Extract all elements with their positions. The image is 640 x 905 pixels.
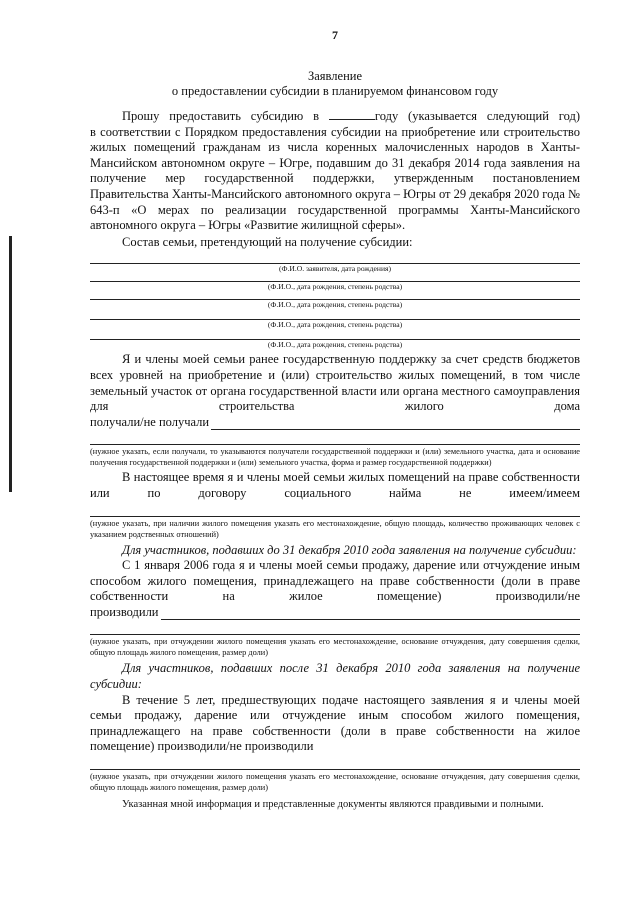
family-field-member[interactable] <box>90 274 580 282</box>
after-2010-fill-line[interactable] <box>90 693 580 755</box>
scan-artifact-bar <box>9 236 12 492</box>
document-title: Заявление <box>307 69 362 83</box>
support-extra-line[interactable] <box>90 430 580 445</box>
before-2010-blank-field[interactable] <box>161 608 581 620</box>
final-statement: Указанная мной информация и представленные документы являются правдивыми и полными. <box>122 799 544 811</box>
after-2010-heading: Для участников, подавших после 31 декабря 2010 года заявления на получение субсидии: <box>90 661 580 692</box>
family-heading: Состав семьи, претендующий на получение субсидии: <box>122 234 413 249</box>
family-field-member[interactable] <box>90 310 580 320</box>
family-caption-member: (Ф.И.О., дата рождения, степень родства) <box>267 282 403 292</box>
support-note: (нужное указать, если получали, то указываются получатели государственной поддержки и (или) земельного участка, дата и основание получения государственной поддержки и (или) земельного участка, форма и размер государственной поддержки) <box>90 447 580 468</box>
scan-speck <box>318 12 324 18</box>
support-fill-line[interactable] <box>90 415 580 431</box>
current-housing-note: (нужное указать, при наличии жилого помещения указать его местонахождение, общую площадь, количество проживающих человек с указанием родственных отношений) <box>90 518 580 539</box>
after-2010-extra-line[interactable] <box>90 755 580 770</box>
before-2010-extra-line[interactable] <box>90 620 580 635</box>
after-2010-paragraph: В течение 5 лет, предшествующих подаче настоящего заявления я и члены моей семьи продажу, дарение или отчуждение иным способом жилого помещения, принадлежащего на праве собственности (доли в праве собственности на жилое помещение) производили/не производили <box>90 692 580 754</box>
before-2010-note: (нужное указать, при отчуждении жилого помещения указать его местонахождение, основание отчуждения, дату совершения сделки, общую площадь жилого помещения, размер доли) <box>90 637 580 658</box>
page-number: 7 <box>332 28 338 42</box>
family-field-member[interactable] <box>90 292 580 300</box>
intro-paragraph: в соответствии с Порядком предоставления субсидии на приобретение или строительство жилых помещений гражданам из числа коренных малочисленных народов в Ханты-Мансийском автономном округе – Югре, подавшим до 31 декабря 2014 года заявления на получение мер государственной поддержки, утвержденным постановлением Правительства Ханты-Мансийского автономного округа – Югры от 29 декабря 2020 года № 643-п «О мерах по реализации государственной программы Ханты-Мансийского автономного округа – Югры «Развитие жилищной сферы». <box>90 124 580 233</box>
support-last-line: получали/не получали <box>90 414 210 429</box>
before-2010-heading: Для участников, подавших до 31 декабря 2010 года заявления на получение субсидии: <box>122 542 577 557</box>
intro-first-line <box>90 109 580 125</box>
family-caption-member: (Ф.И.О., дата рождения, степень родства) <box>267 340 403 350</box>
family-caption-applicant: (Ф.И.О. заявителя, дата рождения) <box>278 264 392 274</box>
year-blank-field[interactable] <box>329 119 375 120</box>
support-paragraph: Я и члены моей семьи ранее государственную поддержку за счет средств бюджетов всех уровней на приобретение и (или) строительство жилых помещений, в том числе земельный участок от органа государственной власти или органа местного самоуправления для строительства жилого дома <box>90 352 580 414</box>
document-subtitle: о предоставлении субсидии в планируемом финансовом году <box>171 84 499 98</box>
intro-text-before-blank: Прошу предоставить субсидию в <box>122 109 320 123</box>
current-housing-field[interactable] <box>90 502 580 517</box>
intro-text-after-blank: году (указывается следующий год) <box>374 109 581 123</box>
family-list <box>90 250 580 350</box>
before-2010-last-line: производили <box>90 604 159 619</box>
family-caption-member: (Ф.И.О., дата рождения, степень родства) <box>267 300 403 310</box>
family-field-member[interactable] <box>90 330 580 340</box>
before-2010-fill-line[interactable] <box>90 605 580 621</box>
document-page <box>90 28 580 813</box>
current-housing-paragraph: В настоящее время я и члены моей семьи жилых помещений на праве собственности или по договору социального найма не имеем/имеем <box>90 470 580 500</box>
family-caption-member: (Ф.И.О., дата рождения, степень родства) <box>267 320 403 330</box>
after-2010-note: (нужное указать, при отчуждении жилого помещения указать его местонахождение, основание отчуждения, дату совершения сделки, общую площадь жилого помещения, размер доли) <box>90 772 580 793</box>
before-2010-paragraph: С 1 января 2006 года я и члены моей семьи продажу, дарение или отчуждение иным способом жилого помещения, принадлежащего на праве собственности (доли в праве собственности на жилое помещение) производили/не <box>90 558 580 604</box>
support-blank-field[interactable] <box>211 418 580 430</box>
family-field-applicant[interactable] <box>90 250 580 264</box>
